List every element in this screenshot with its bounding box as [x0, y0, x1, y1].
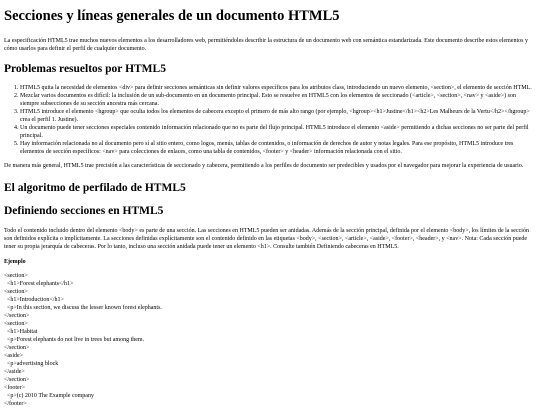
section-heading-problems: Problemas resueltos por HTML5: [4, 62, 166, 75]
intro-paragraph: La especificación HTML5 trae muchos nuevos elementos a los desarrolladores web, permitiéndoles describir la estructura de un documento web con semántica estandarizada. Este documento describe estos elementos y cómo usarlos para definir el perfil de cualquier documento.: [4, 37, 528, 52]
example-heading: Ejemplo: [4, 258, 26, 265]
problems-list: [4, 84, 536, 156]
section-heading-defining: Definiendo secciones en HTML5: [4, 205, 164, 218]
list-item: 2. Mezclar varios documentos es difícil: la inclusión de un sub-documento en un documento principal. Esto se resuelve en HTML5 con los elementos de seccionado (<article>, <section>, <nav> y <aside>) son siempre subsecciones de su sección ancestra más cercana.: [20, 92, 536, 108]
section-heading-algorithm: El algoritmo de perfilado de HTML5: [4, 182, 186, 195]
defining-paragraph: Todo el contenido incluido dentro del elemento <body> es parte de una sección. Las secciones en HTML5 pueden ser anidadas. Además de la sección principal, definida por el elemento <body>, los límites de la sección son definidos explícita o implícitamente. La secciones definidas explícitamente son el contenido definido en las etiquetas <body>, <section>, <article>, <aside>, <footer>, <header>, y <nav>. Nota: Cada sección puede tener su propia jerarquía de cabeceras. Por lo tanto, incluso una sección anidada puede tener un elemento <h1>. Consulte también Definiendo cabeceras en HTML5.: [4, 227, 529, 250]
list-item: 3. HTML5 introduce el elemento <hgroup> que oculta todos los elementos de cabecera excepto el primero de más alto rango (por ejemplo, <hgroup><h1>Justine</h1><h2>Les Malheurs de la Vertu</h2></hgroup> crea el perfil 1. Justine).: [20, 108, 536, 124]
example-code-block: <section> <h1>Forest elephants</h1> <section> <h1>Introduction</h1> <p>In this section, we discuss the lesser known forest elephants. </section> <section> <h1>Habitat <p>Forest elephants do not live in trees but among them. </section> <aside> <p>advertising block </aside> </section> <footer> <p>(c) 2010 The Example company </footer>: [4, 272, 162, 408]
closing-paragraph: De manera más general, HTML5 trae precisión a las características de seccionado y cabecera, permitiendo a los perfiles de documento ser predecibles y usados por el navegador para mejorar la experiencia de usuario.: [4, 163, 524, 170]
list-item: 1. HTML5 quita la necesidad de elementos <div> para definir secciones semánticas sin definir valores específicos para los atributos class, introduciendo un nuevo elemento, <section>, el elemento de sección HTML.: [20, 84, 536, 92]
list-item: 5. Hay información relacionada no al documento pero sí al sitio entero, como logos, menús, tablas de contenidos, o información de derechos de autor y notas legales. Para ese propósito, HTML5 introduce tres elementos de sección específicos: <nav> para colecciones de enlaces, como una tabla de contenidos, <footer> y <header> información relacionada con el sitio.: [20, 140, 536, 156]
page-title: Secciones y líneas generales de un documento HTML5: [4, 8, 340, 24]
list-item: 4. Un documento puede tener secciones especiales contenido información relacionado que no es parte del flujo principal. HTML5 introduce el elemento <aside> permitiendo a dichas secciones no ser parte del perfil principal.: [20, 124, 536, 140]
